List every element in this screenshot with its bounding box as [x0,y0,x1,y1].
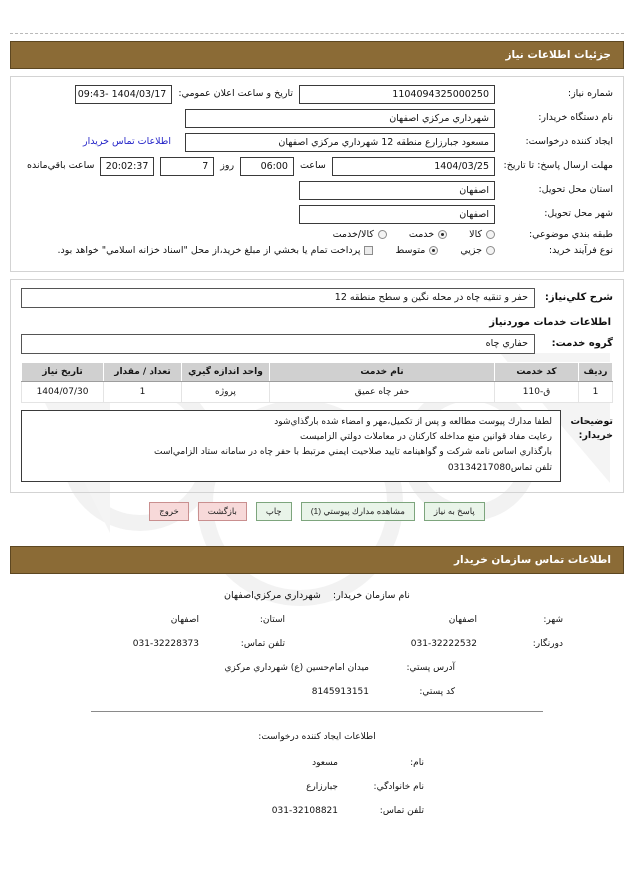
contact-fax-value: 031-32222532 [410,638,477,649]
cell-service-name: حفر چاه عميق [270,381,495,402]
buyer-org-label: نام دستگاه خريدار: [538,112,613,123]
treasury-bond-checkbox-group[interactable] [58,245,374,256]
row-city [21,205,613,224]
contact-section [10,523,624,816]
buyer-notes-line-1: لطفا مدارك پيوست مطالعه و پس از تكميل،مهر و امضاء شده بارگذاي‌شود [274,416,552,427]
buyer-notes-label: توضيحات خريدار: [570,415,613,441]
row-buyer-org [21,109,613,128]
province-value[interactable]: اصفهان [299,181,495,200]
service-group-label: گروه خدمت: [551,338,613,350]
contact-city-label: شهر: [543,614,563,625]
contact-province-value: اصفهان [170,614,199,625]
service-group-value[interactable]: حفاري چاه [21,334,535,354]
need-number-value[interactable]: 1104094325000250 [299,85,495,104]
cell-unit: پروژه [182,381,270,402]
process-option-minor-label: جزيي [460,245,482,257]
radio-icon-service[interactable] [438,230,447,239]
checkbox-icon-treasury-bond[interactable] [364,246,373,255]
contact-postal-pair [179,687,455,697]
services-table [21,362,613,403]
days-label: روز [220,160,235,171]
section-header-need-details: جزئيات اطلاعات نياز [10,41,624,69]
contact-row-province-city [10,615,624,625]
row-deadline [21,157,613,176]
need-details-panel [10,76,624,272]
contact-address-label: آدرس پستي: [406,662,455,673]
cell-service-code: ق-110 [495,381,579,402]
table-row[interactable] [22,381,613,402]
deadline-date-value[interactable]: 1404/03/25 [332,157,495,176]
radio-icon-goods-service[interactable] [378,230,387,239]
classification-option-goods-service-label: كالا/خدمت [332,229,374,241]
contact-province-pair [71,615,285,625]
row-classification [21,229,613,241]
buyer-contact-link[interactable]: اطلاعات تماس خريدار [82,136,171,147]
creator-last-name-value: جبارزارع [306,781,338,792]
creator-first-name-value: مسعود [312,757,338,768]
classification-option-goods-label: كالا [469,229,482,241]
contact-address-value: ميدان امام‌حسين (ع) شهرداري مركزي [224,662,369,673]
process-option-medium-label: متوسط [395,245,426,257]
contact-city-pair [349,615,563,625]
col-service-name: نام خدمت [270,362,495,381]
contact-address-pair [179,663,455,673]
exit-button[interactable]: خروج [149,502,189,521]
process-option-minor[interactable] [460,245,495,256]
creator-info-title: اطلاعات ايجاد كننده درخواست: [258,731,376,742]
contact-phone-label: تلفن تماس: [240,638,285,649]
creator-label: ايجاد كننده درخواست: [525,136,613,147]
contact-org-label: نام سازمان خريدار: [332,589,410,601]
contact-divider [91,711,543,712]
radio-icon-medium[interactable] [429,246,438,255]
col-service-code: كد خدمت [495,362,579,381]
creator-last-name-label: نام خانوادگي: [373,781,424,792]
contact-postal-value: 8145913151 [311,686,369,697]
contact-org-line [10,590,624,601]
contact-postal-label: كد پستي: [419,686,455,697]
col-unit: واحد اندازه گيري [182,362,270,381]
classification-option-service-label: خدمت [408,229,435,241]
row-process-type [21,245,613,257]
creator-phone-value: 031-32108821 [271,805,338,816]
remaining-time-label: ساعت باقي‌مانده [27,160,95,171]
print-button[interactable]: چاپ [256,502,292,521]
services-panel [10,279,624,493]
creator-phone-label: تلفن تماس: [379,805,424,816]
contact-phone-pair [71,639,285,649]
classification-option-goods[interactable] [469,229,495,240]
contact-org-value: شهرداري مركزي‌اصفهان [224,589,321,601]
radio-icon-minor[interactable] [486,246,495,255]
contact-row-address [10,663,624,673]
buyer-notes-box [21,410,561,482]
action-button-bar [10,502,624,523]
classification-label: طبقه بندي موضوعي: [528,229,613,240]
creator-row-first-name [10,758,624,768]
col-row: رديف [579,362,613,381]
table-header-row [22,362,613,381]
contact-row-postal [10,687,624,697]
buyer-notes-line-3: بارگذاري اساس نامه شركت و گواهينامه تاييد صلاحيت ايمني مرتبط با حفر چاه در سامانه ستاد الزامي‌است [154,447,552,458]
contact-phone-value: 031-32228373 [132,638,199,649]
contact-city-value: اصفهان [448,614,477,625]
row-buyer-notes [21,410,613,482]
cell-row: 1 [579,381,613,402]
services-section-title: اطلاعات خدمات موردنياز [489,316,611,328]
treasury-bond-note: پرداخت تمام يا بخشي از مبلغ خريد،از محل "اسناد خزانه اسلامي" خواهد بود. [57,245,361,257]
section-header-buyer-contact: اطلاعات تماس سازمان خريدار [10,546,624,574]
respond-to-need-button[interactable]: پاسخ به نياز [424,502,485,521]
creator-last-name-pair [210,782,424,792]
city-label: شهر محل تحويل: [544,208,613,219]
row-creator [21,133,613,152]
announce-label: تاريخ و ساعت اعلان عمومي: [178,88,293,99]
row-need-number [21,85,613,104]
contact-fax-pair [349,639,563,649]
contact-row-phone-fax [10,639,624,649]
deadline-label: مهلت ارسال پاسخ: تا تاريخ: [503,160,613,171]
cell-quantity: 1 [104,381,182,402]
remaining-time-value: 20:02:37 [100,157,154,176]
creator-first-name-pair [210,758,424,768]
page-root [0,33,634,816]
contact-province-label: استان: [259,614,285,625]
deadline-time-value[interactable]: 06:00 [240,157,294,176]
buyer-org-value[interactable]: شهرداري مركزي اصفهان [185,109,495,128]
announce-value[interactable]: 1404/03/17 -09:43 [75,85,172,104]
classification-option-goods-service[interactable] [333,229,387,240]
row-province [21,181,613,200]
back-button[interactable]: بازگشت [198,502,247,521]
summary-value[interactable]: حفر و تنقيه چاه در محله نگين و سطح منطقه 12 [21,288,535,308]
contact-fax-label: دورنگار: [532,638,563,649]
deadline-time-label: ساعت [299,160,326,171]
city-value[interactable]: اصفهان [299,205,495,224]
province-label: استان محل تحويل: [538,184,613,195]
buyer-notes-line-2: رعايت مفاد قوانين منع مداخله كاركنان در معاملات دولتي الزاميست [299,432,552,443]
row-summary [21,288,613,308]
creator-row-last-name [10,782,624,792]
creator-first-name-label: نام: [410,757,424,768]
process-option-medium[interactable] [395,245,438,256]
col-need-date: تاريخ نياز [22,362,104,381]
top-divider [10,33,624,34]
days-value[interactable]: 7 [160,157,214,176]
summary-label: شرح كلي‌نياز: [544,292,613,304]
view-attached-documents-button[interactable]: مشاهده مدارك پيوستي (1) [301,502,415,521]
creator-row-phone [10,806,624,816]
need-number-label: شماره نياز: [567,88,613,99]
creator-value[interactable]: مسعود جبارزارع منطقه 12 شهرداري مركزي اصفهان [185,133,495,152]
process-type-label: نوع فرآيند خريد: [548,244,613,256]
row-service-group [21,334,613,354]
buyer-notes-line-4: تلفن تماس03134217080 [447,462,552,473]
radio-icon-goods[interactable] [486,230,495,239]
creator-phone-pair [210,806,424,816]
cell-need-date: 1404/07/30 [22,381,104,402]
col-quantity: تعداد / مقدار [104,362,182,381]
classification-option-service[interactable] [409,229,447,240]
